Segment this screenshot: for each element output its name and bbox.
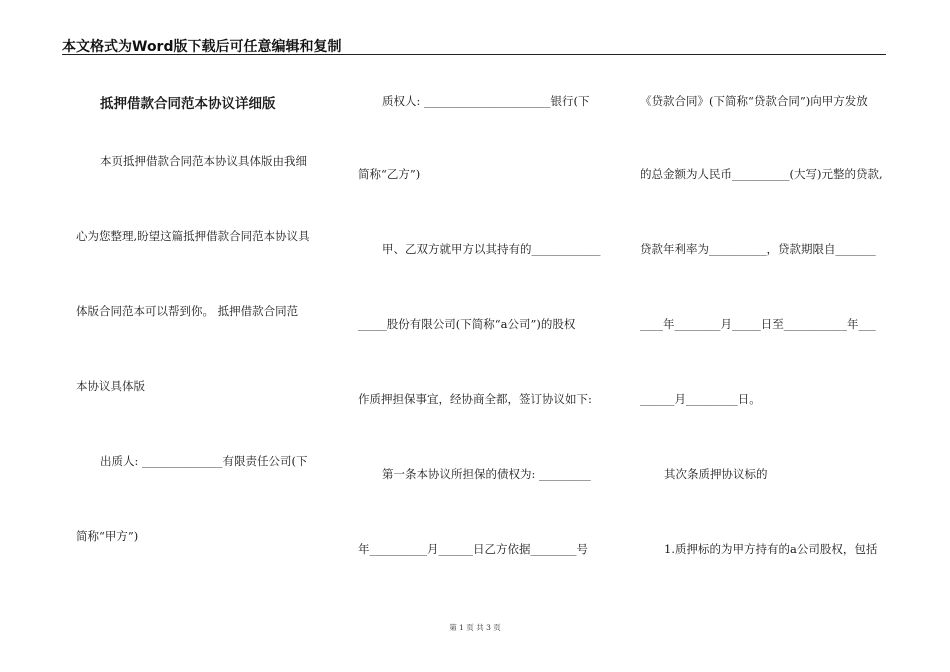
paragraph-line: 贷款年利率为__________，贷款期限自_______	[640, 242, 876, 256]
paragraph-line: 本页抵押借款合同范本协议具体版由我细	[100, 154, 307, 168]
paragraph-line: 简称“乙方”)	[358, 167, 421, 181]
paragraph-line: 《贷款合同》(下简称“贷款合同”)向甲方发放	[640, 94, 868, 108]
page-header: 本文格式为Word版下载后可任意编辑和复制	[62, 39, 342, 55]
paragraph-line: 1.质押标的为甲方持有的a公司股权，包括	[664, 542, 878, 556]
paragraph-line: 第一条本协议所担保的债权为: _________	[382, 467, 591, 481]
paragraph-line: 的总金额为人民币__________(大写)元整的贷款,	[640, 167, 883, 181]
column-3	[640, 0, 900, 672]
paragraph-line: ______月_________日。	[640, 392, 761, 406]
paragraph-line: 心为您整理,盼望这篇抵押借款合同范本协议具	[76, 229, 310, 243]
paragraph-line: _____股份有限公司(下简称“a公司”)的股权	[358, 317, 576, 331]
paragraph-line: 甲、乙双方就甲方以其持有的____________	[382, 242, 601, 256]
column-1	[76, 0, 326, 672]
paragraph-line: 质权人: ______________________银行(下	[382, 94, 590, 108]
paragraph-line: 作质押担保事宜，经协商全都，签订协议如下:	[358, 392, 592, 406]
paragraph-line: 出质人: ______________有限责任公司(下	[100, 454, 308, 468]
paragraph-line: 体版合同范本可以帮到你。 抵押借款合同范	[76, 304, 299, 318]
paragraph-line: 简称“甲方”)	[76, 529, 139, 543]
paragraph-line: 本协议具体版	[76, 379, 145, 393]
column-2	[358, 0, 608, 672]
paragraph-line: 其次条质押协议标的	[664, 467, 768, 481]
document-title: 抵押借款合同范本协议详细版	[100, 96, 276, 112]
paragraph-line: ____年________月_____日至___________年___	[640, 317, 876, 331]
page-number: 第 1 页 共 3 页	[449, 623, 501, 632]
paragraph-line: 年__________月______日乙方依据________号	[358, 542, 588, 556]
